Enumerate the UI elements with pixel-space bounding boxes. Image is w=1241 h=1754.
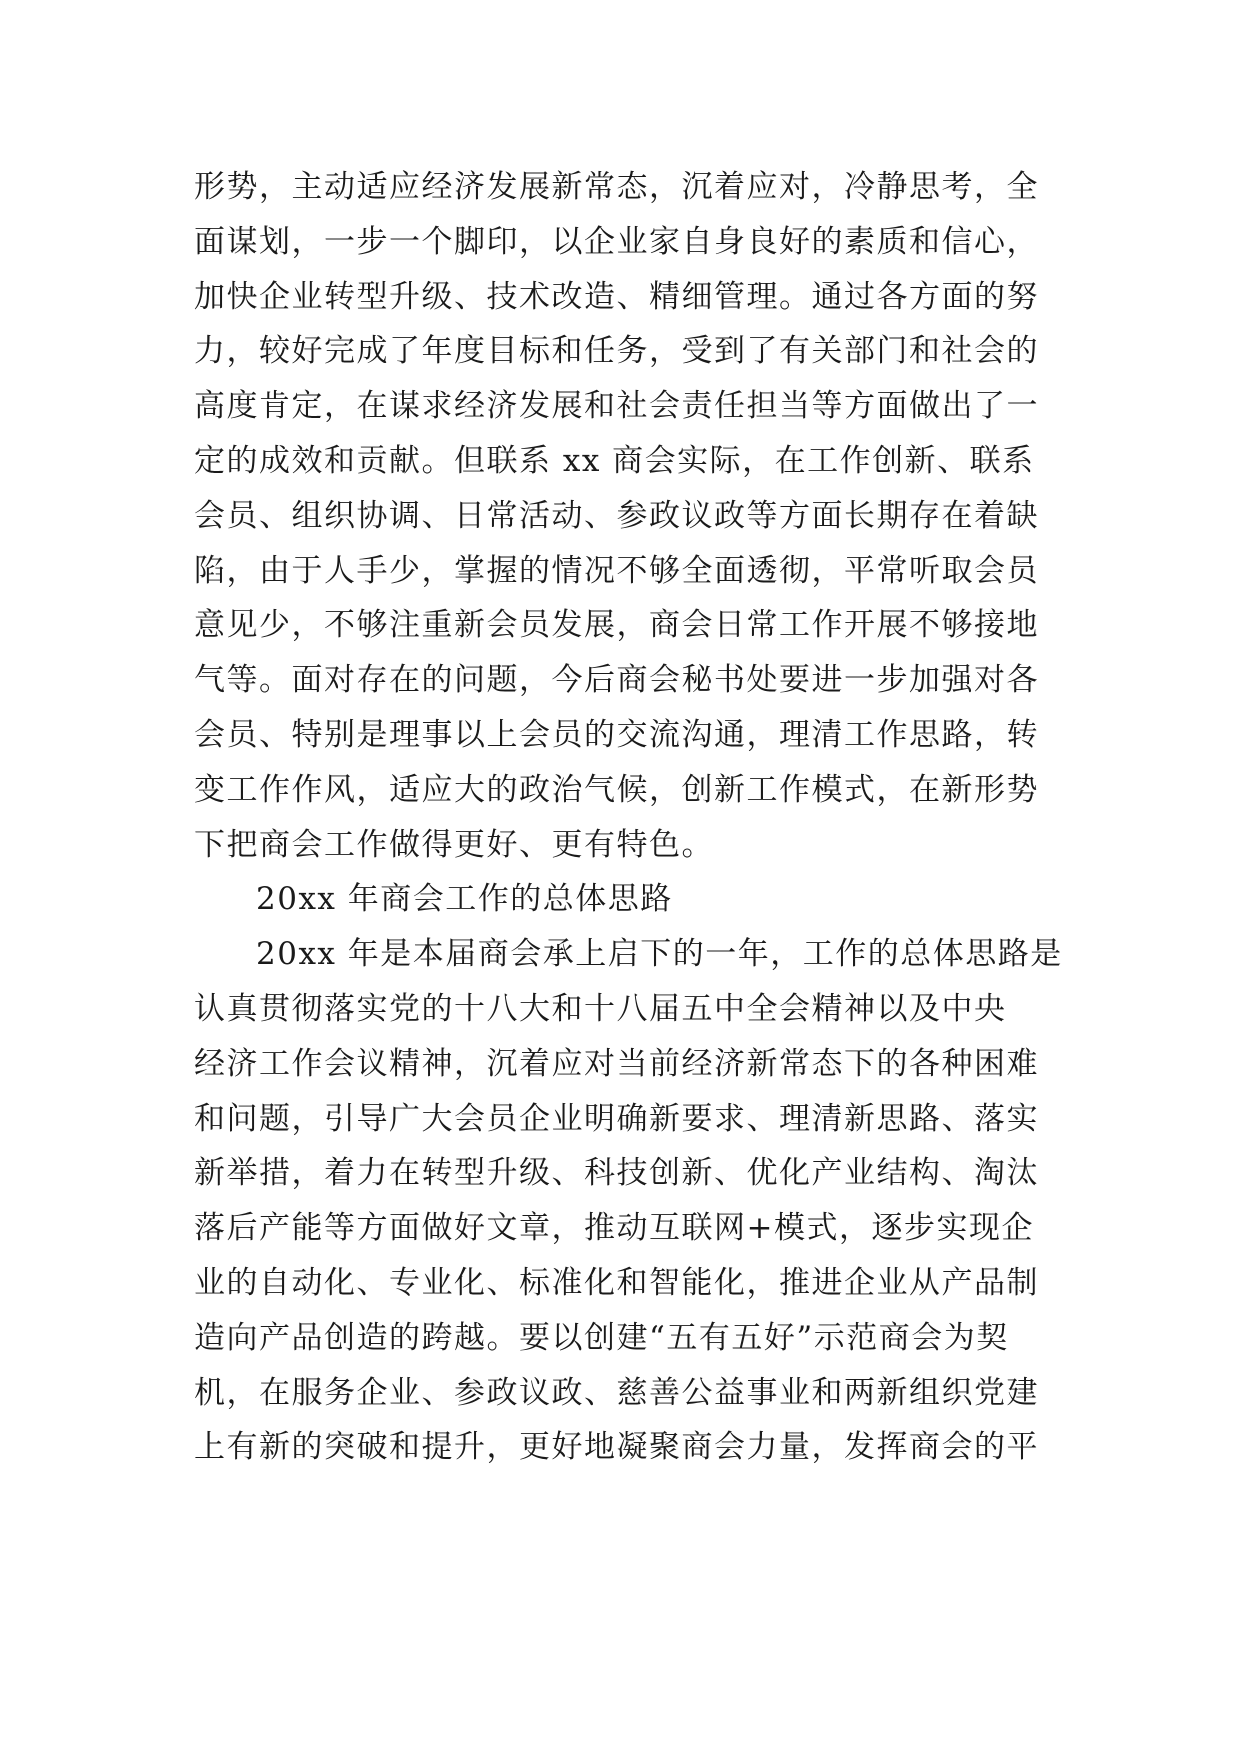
body-text <box>194 160 1064 1475</box>
text-line: 加快企业转型升级、技术改造、精细管理。通过各方面的努 <box>194 278 1039 315</box>
text-line: 面谋划，一步一个脚印，以企业家自身良好的素质和信心， <box>194 223 1039 260</box>
text-line: 造向产品创造的跨越。要以创建“五有五好”示范商会为契 <box>194 1319 1009 1356</box>
text-line: 气等。面对存在的问题，今后商会秘书处要进一步加强对各 <box>194 662 1039 699</box>
text-line: 会员、组织协调、日常活动、参政议政等方面长期存在着缺 <box>194 497 1039 534</box>
text-line: 意见少，不够注重新会员发展，商会日常工作开展不够接地 <box>194 607 1039 644</box>
section-heading: 20xx 年商会工作的总体思路 <box>256 881 673 918</box>
text-line: 和问题，引导广大会员企业明确新要求、理清新思路、落实 <box>194 1100 1039 1137</box>
text-line: 新举措，着力在转型升级、科技创新、优化产业结构、淘汰 <box>194 1155 1039 1192</box>
text-line: 落后产能等方面做好文章，推动互联网+模式，逐步实现企 <box>194 1210 1034 1247</box>
text-line: 变工作作风，适应大的政治气候，创新工作模式，在新形势 <box>194 771 1039 808</box>
text-line: 下把商会工作做得更好、更有特色。 <box>194 826 714 863</box>
text-line: 上有新的突破和提升，更好地凝聚商会力量，发挥商会的平 <box>194 1429 1039 1466</box>
text-line: 机，在服务企业、参政议政、慈善公益事业和两新组织党建 <box>194 1374 1039 1411</box>
text-line: 会员、特别是理事以上会员的交流沟通，理清工作思路，转 <box>194 716 1039 753</box>
text-line: 认真贯彻落实党的十八大和十八届五中全会精神以及中央 <box>194 990 1007 1027</box>
text-line: 定的成效和贡献。但联系 xx 商会实际，在工作创新、联系 <box>194 442 1035 479</box>
text-line: 陷，由于人手少，掌握的情况不够全面透彻，平常听取会员 <box>194 552 1039 589</box>
text-line: 形势，主动适应经济发展新常态，沉着应对，冷静思考，全 <box>194 169 1039 205</box>
text-line: 力，较好完成了年度目标和任务，受到了有关部门和社会的 <box>194 333 1039 370</box>
text-line: 高度肯定，在谋求经济发展和社会责任担当等方面做出了一 <box>194 388 1039 425</box>
text-line: 业的自动化、专业化、标准化和智能化，推进企业从产品制 <box>194 1264 1039 1301</box>
text-line: 20xx 年是本届商会承上启下的一年，工作的总体思路是 <box>256 936 1063 973</box>
text-line: 经济工作会议精神，沉着应对当前经济新常态下的各种困难 <box>194 1045 1039 1082</box>
